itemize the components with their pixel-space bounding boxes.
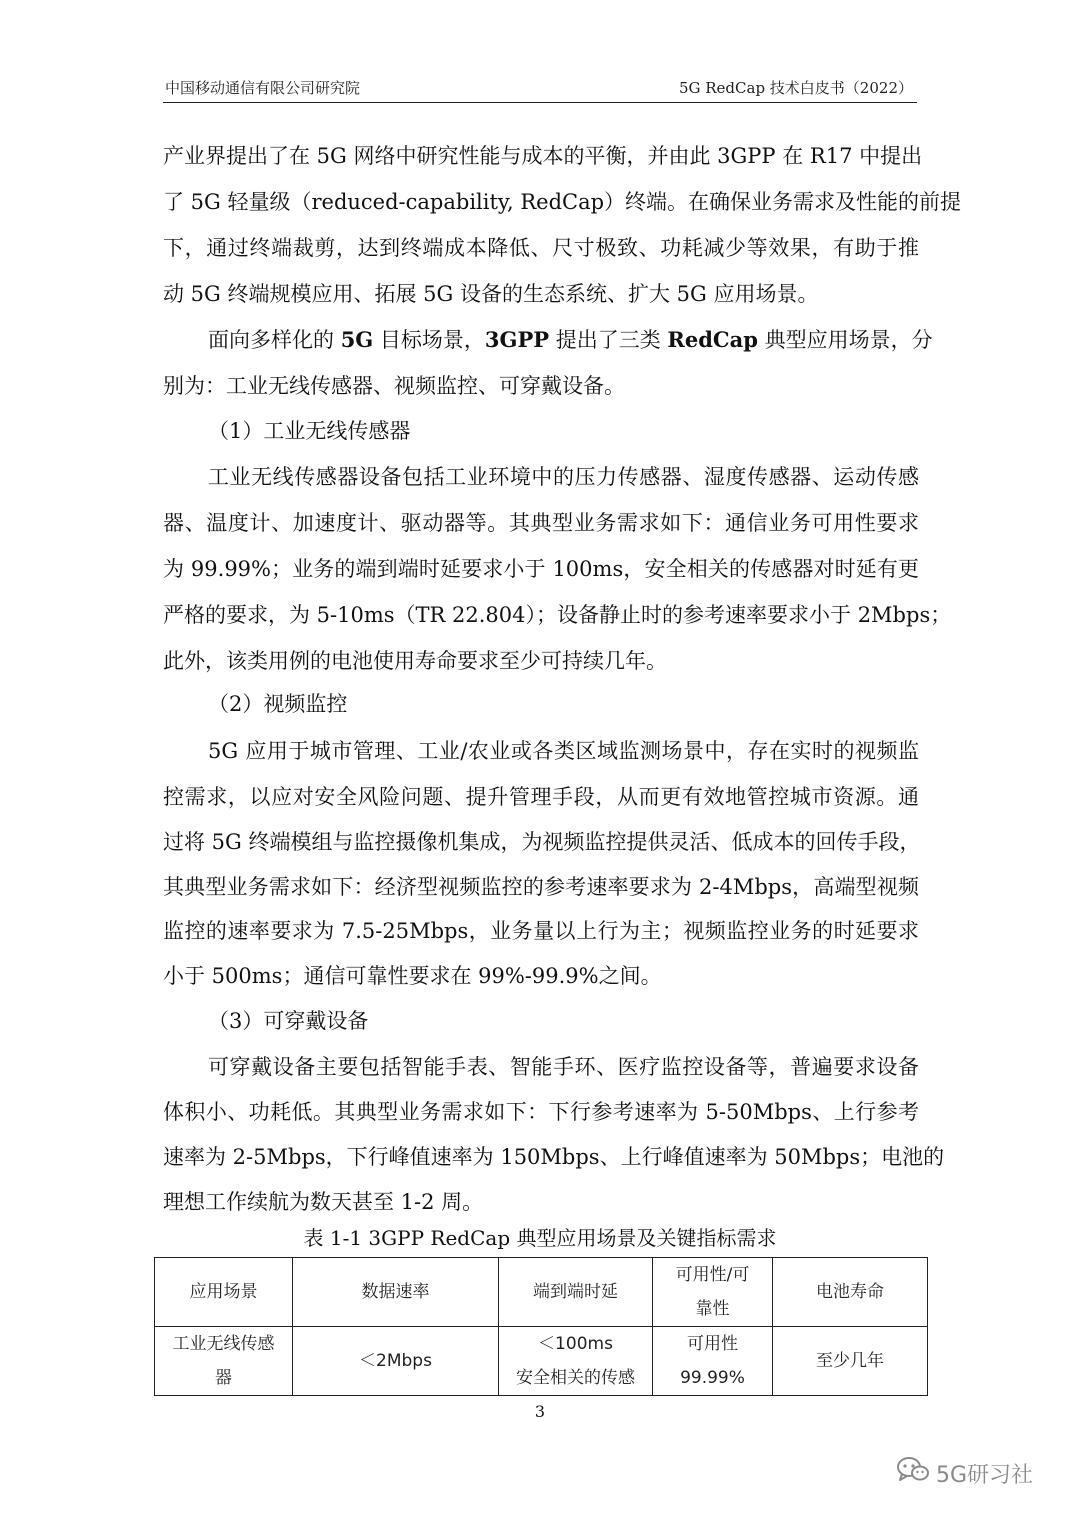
paragraph-4-line: 小于 500ms；通信可靠性要求在 99%-99.9%之间。 bbox=[163, 964, 662, 988]
table-cell: 至少几年 bbox=[773, 1327, 928, 1396]
header-cell-latency: 端到端时延 bbox=[499, 1258, 653, 1327]
section-heading-video-surveillance: （2）视频监控 bbox=[208, 692, 348, 716]
table-header-row bbox=[155, 1258, 928, 1327]
header-organization: 中国移动通信有限公司研究院 bbox=[165, 79, 361, 97]
paragraph-5-line: 理想工作续航为数天甚至 1-2 周。 bbox=[163, 1190, 484, 1214]
paragraph-3-line: 为 99.99%；业务的端到端时延要求小于 100ms，安全相关的传感器对时延有更 bbox=[163, 557, 919, 581]
header-cell-scenario: 应用场景 bbox=[155, 1258, 293, 1327]
table-cell: ＜100ms 安全相关的传感 bbox=[499, 1327, 653, 1396]
watermark bbox=[896, 1457, 1033, 1489]
paragraph-3-line: 严格的要求，为 5-10ms（TR 22.804）；设备静止时的参考速率要求小于 2Mbps； bbox=[163, 603, 952, 627]
header-cell-reliability: 可用性/可 靠性 bbox=[653, 1258, 773, 1327]
page-header bbox=[163, 72, 917, 103]
table-cell: 工业无线传感 器 bbox=[155, 1327, 293, 1396]
paragraph-1-line: 动 5G 终端规模应用、拓展 5G 设备的生态系统、扩大 5G 应用场景。 bbox=[163, 282, 819, 306]
paragraph-3-line: 此外，该类用例的电池使用寿命要求至少可持续几年。 bbox=[163, 649, 667, 673]
paragraph-4-line: 过将 5G 终端模组与监控摄像机集成，为视频监控提供灵活、低成本的回传手段， bbox=[163, 830, 921, 854]
page-number: 3 bbox=[534, 1402, 546, 1421]
paragraph-5-line: 可穿戴设备主要包括智能手表、智能手环、医疗监控设备等，普遍要求设备 bbox=[208, 1055, 919, 1079]
wechat-icon bbox=[896, 1455, 930, 1491]
paragraph-5-line: 速率为 2-5Mbps，下行峰值速率为 150Mbps、上行峰值速率为 50Mbps；电池的 bbox=[163, 1145, 945, 1169]
header-cell-data-rate: 数据速率 bbox=[293, 1258, 499, 1327]
table-cell: 可用性 99.99% bbox=[653, 1327, 773, 1396]
paragraph-1-line: 了 5G 轻量级（reduced-capability, RedCap）终端。在确保业务需求及性能的前提 bbox=[163, 190, 962, 214]
requirements-table bbox=[154, 1257, 928, 1396]
table-caption: 表 1-1 3GPP RedCap 典型应用场景及关键指标需求 bbox=[303, 1226, 777, 1250]
paragraph-5-line: 体积小、功耗低。其典型业务需求如下：下行参考速率为 5-50Mbps、上行参考 bbox=[163, 1100, 919, 1124]
table-row bbox=[155, 1327, 928, 1396]
paragraph-4-line: 其典型业务需求如下：经济型视频监控的参考速率要求为 2-4Mbps，高端型视频 bbox=[163, 875, 919, 899]
paragraph-2-line: 别为：工业无线传感器、视频监控、可穿戴设备。 bbox=[163, 374, 625, 398]
paragraph-4-line: 控需求，以应对安全风险问题、提升管理手段，从而更有效地管控城市资源。通 bbox=[163, 785, 919, 809]
paragraph-4-line: 监控的速率要求为 7.5-25Mbps，业务量以上行为主；视频监控业务的时延要求 bbox=[163, 919, 919, 943]
paragraph-3-line: 器、温度计、加速度计、驱动器等。其典型业务需求如下：通信业务可用性要求 bbox=[163, 511, 919, 535]
paragraph-1-line: 下，通过终端裁剪，达到终端成本降低、尺寸极致、功耗减少等效果，有助于推 bbox=[163, 236, 919, 260]
paragraph-4-line: 5G 应用于城市管理、工业/农业或各类区域监测场景中，存在实时的视频监 bbox=[208, 739, 919, 763]
section-heading-wearables: （3）可穿戴设备 bbox=[208, 1009, 369, 1033]
paragraph-3-line: 工业无线传感器设备包括工业环境中的压力传感器、湿度传感器、运动传感 bbox=[208, 465, 919, 489]
paragraph-1-line: 产业界提出了在 5G 网络中研究性能与成本的平衡，并由此 3GPP 在 R17 中提出 bbox=[163, 144, 923, 168]
header-cell-battery-life: 电池寿命 bbox=[773, 1258, 928, 1327]
section-heading-industrial-sensors: （1）工业无线传感器 bbox=[208, 419, 411, 443]
header-document-title: 5G RedCap 技术白皮书（2022） bbox=[678, 79, 913, 97]
paragraph-2-line: 面向多样化的 5G 目标场景，3GPP 提出了三类 RedCap 典型应用场景，分 bbox=[208, 327, 933, 352]
table-cell: ＜2Mbps bbox=[293, 1327, 499, 1396]
watermark-text: 5G研习社 bbox=[936, 1462, 1034, 1488]
